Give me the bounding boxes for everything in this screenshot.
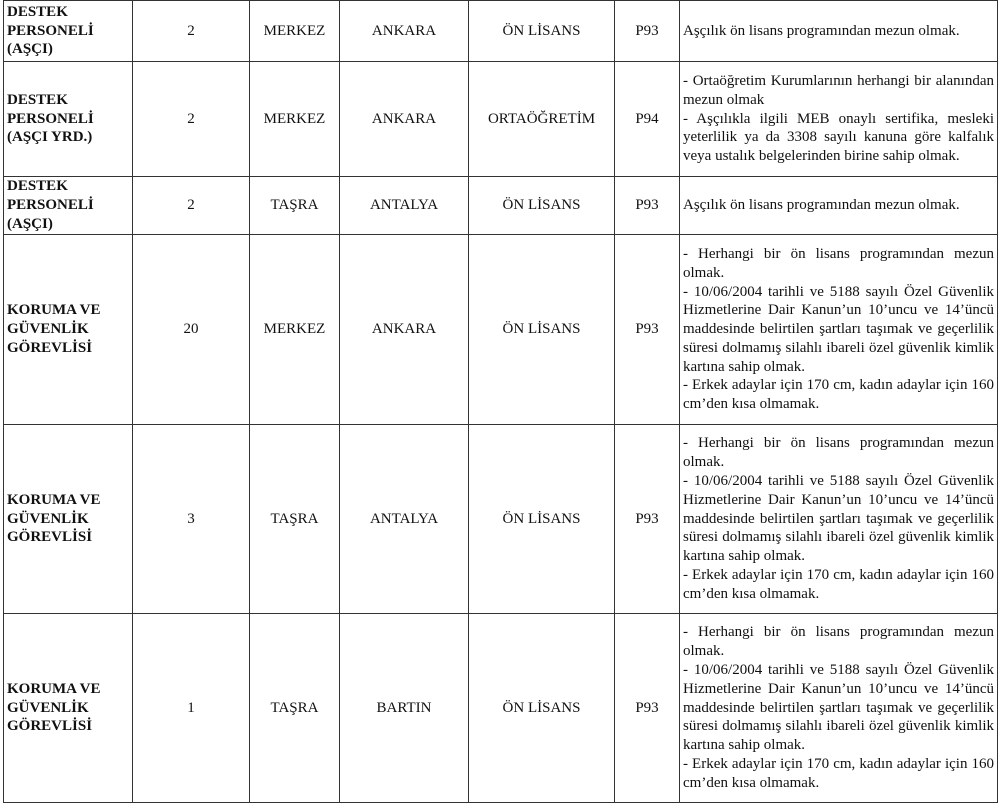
city-cell: ANKARA — [340, 235, 469, 425]
table-row — [4, 177, 998, 235]
requirements-cell — [680, 177, 998, 235]
unit-cell: MERKEZ — [250, 235, 340, 425]
position-title-line: KORUMA VE — [7, 491, 101, 508]
kpss-code-cell: P93 — [615, 614, 680, 803]
education-level-cell: ÖN LİSANS — [469, 1, 615, 62]
requirement-item: - 10/06/2004 tarihli ve 5188 sayılı Özel Güvenlik Hizmetlerine Dair Kanun’un 10’uncu ve 14’üncü maddesinde belirtilen şartları taşımak ve geçerlilik süresi dolmamış silahlı ibareli özel güvenlik kimlik kartına sahip olmak. — [683, 473, 994, 565]
position-title-line: PERSONELİ — [7, 110, 94, 127]
kpss-code-cell: P93 — [615, 1, 680, 62]
kpss-code-cell: P93 — [615, 235, 680, 425]
kpss-code-cell: P94 — [615, 62, 680, 177]
requirement-item: - Erkek adaylar için 170 cm, kadın adaylar için 160 cm’den kısa olmamak. — [683, 755, 994, 791]
city-cell: ANTALYA — [340, 425, 469, 614]
position-title-cell — [4, 614, 133, 803]
city-cell: ANKARA — [340, 62, 469, 177]
position-title-line: PERSONELİ — [7, 197, 94, 214]
requirements-cell — [680, 235, 998, 425]
requirement-item: - 10/06/2004 tarihli ve 5188 sayılı Özel Güvenlik Hizmetlerine Dair Kanun’un 10’uncu ve 14’üncü maddesinde belirtilen şartları taşımak ve geçerlilik süresi dolmamış silahlı ibareli özel güvenlik kimlik kartına sahip olmak. — [683, 662, 994, 754]
position-title-line: GÜVENLİK — [7, 510, 89, 527]
table-row — [4, 62, 998, 177]
position-title-line: KORUMA VE — [7, 302, 101, 319]
requirement-item: - Erkek adaylar için 170 cm, kadın adaylar için 160 cm’den kısa olmamak. — [683, 566, 994, 602]
education-level-cell: ÖN LİSANS — [469, 235, 615, 425]
table-row — [4, 1, 998, 62]
table-row — [4, 235, 998, 425]
education-level-cell: ÖN LİSANS — [469, 614, 615, 803]
unit-cell: TAŞRA — [250, 425, 340, 614]
position-title-line: DESTEK — [7, 3, 68, 20]
unit-cell: TAŞRA — [250, 614, 340, 803]
position-title-cell — [4, 1, 133, 62]
position-count-cell: 2 — [133, 62, 250, 177]
requirement-item: - Erkek adaylar için 170 cm, kadın adaylar için 160 cm’den kısa olmamak. — [683, 377, 994, 413]
position-title-line: GÖREVLİSİ — [7, 339, 93, 356]
requirement-item: - Herhangi bir ön lisans programından mezun olmak. — [683, 435, 994, 471]
position-title-line: DESTEK — [7, 178, 68, 195]
unit-cell: TAŞRA — [250, 177, 340, 235]
requirements-cell — [680, 614, 998, 803]
position-count-cell: 2 — [133, 1, 250, 62]
position-title-line: (AŞÇI) — [7, 215, 53, 232]
education-level-cell: ÖN LİSANS — [469, 425, 615, 614]
kpss-code-cell: P93 — [615, 177, 680, 235]
requirement-item: - Herhangi bir ön lisans programından mezun olmak. — [683, 624, 994, 660]
requirements-cell — [680, 62, 998, 177]
position-title-line: (AŞÇI YRD.) — [7, 129, 93, 146]
city-cell: BARTIN — [340, 614, 469, 803]
position-title-line: GÖREVLİSİ — [7, 718, 93, 735]
requirements-cell — [680, 425, 998, 614]
position-title-cell — [4, 62, 133, 177]
position-title-cell — [4, 235, 133, 425]
table-body — [4, 1, 998, 803]
kpss-code-cell: P93 — [615, 425, 680, 614]
education-level-cell: ORTAÖĞRETİM — [469, 62, 615, 177]
city-cell: ANKARA — [340, 1, 469, 62]
requirement-item: - Aşçılıkla ilgili MEB onaylı sertifika, mesleki yeterlilik ya da 3308 sayılı kanuna göre kalfalık veya ustalık belgelerinden birine sahip olmak. — [683, 110, 994, 165]
table-row — [4, 425, 998, 614]
city-cell: ANTALYA — [340, 177, 469, 235]
position-count-cell: 1 — [133, 614, 250, 803]
position-title-line: GÜVENLİK — [7, 321, 89, 338]
position-count-cell: 2 — [133, 177, 250, 235]
requirement-item: - Ortaöğretim Kurumlarının herhangi bir alanından mezun olmak — [683, 73, 994, 108]
requirements-cell — [680, 1, 998, 62]
table-row — [4, 614, 998, 803]
education-level-cell: ÖN LİSANS — [469, 177, 615, 235]
position-title-line: DESTEK — [7, 91, 68, 108]
position-title-line: GÖREVLİSİ — [7, 529, 93, 546]
position-count-cell: 20 — [133, 235, 250, 425]
position-title-line: PERSONELİ — [7, 22, 94, 39]
position-title-cell — [4, 425, 133, 614]
positions-table — [3, 0, 998, 803]
requirement-item: Aşçılık ön lisans programından mezun olmak. — [683, 22, 960, 39]
position-title-line: (AŞÇI) — [7, 41, 53, 58]
unit-cell: MERKEZ — [250, 62, 340, 177]
requirement-item: Aşçılık ön lisans programından mezun olmak. — [683, 197, 960, 214]
unit-cell: MERKEZ — [250, 1, 340, 62]
position-title-line: GÜVENLİK — [7, 699, 89, 716]
position-title-cell — [4, 177, 133, 235]
position-count-cell: 3 — [133, 425, 250, 614]
requirement-item: - 10/06/2004 tarihli ve 5188 sayılı Özel Güvenlik Hizmetlerine Dair Kanun’un 10’uncu ve 14’üncü maddesinde belirtilen şartları taşımak ve geçerlilik süresi dolmamış silahlı ibareli özel güvenlik kimlik kartına sahip olmak. — [683, 283, 994, 375]
requirement-item: - Herhangi bir ön lisans programından mezun olmak. — [683, 245, 994, 281]
position-title-line: KORUMA VE — [7, 680, 101, 697]
